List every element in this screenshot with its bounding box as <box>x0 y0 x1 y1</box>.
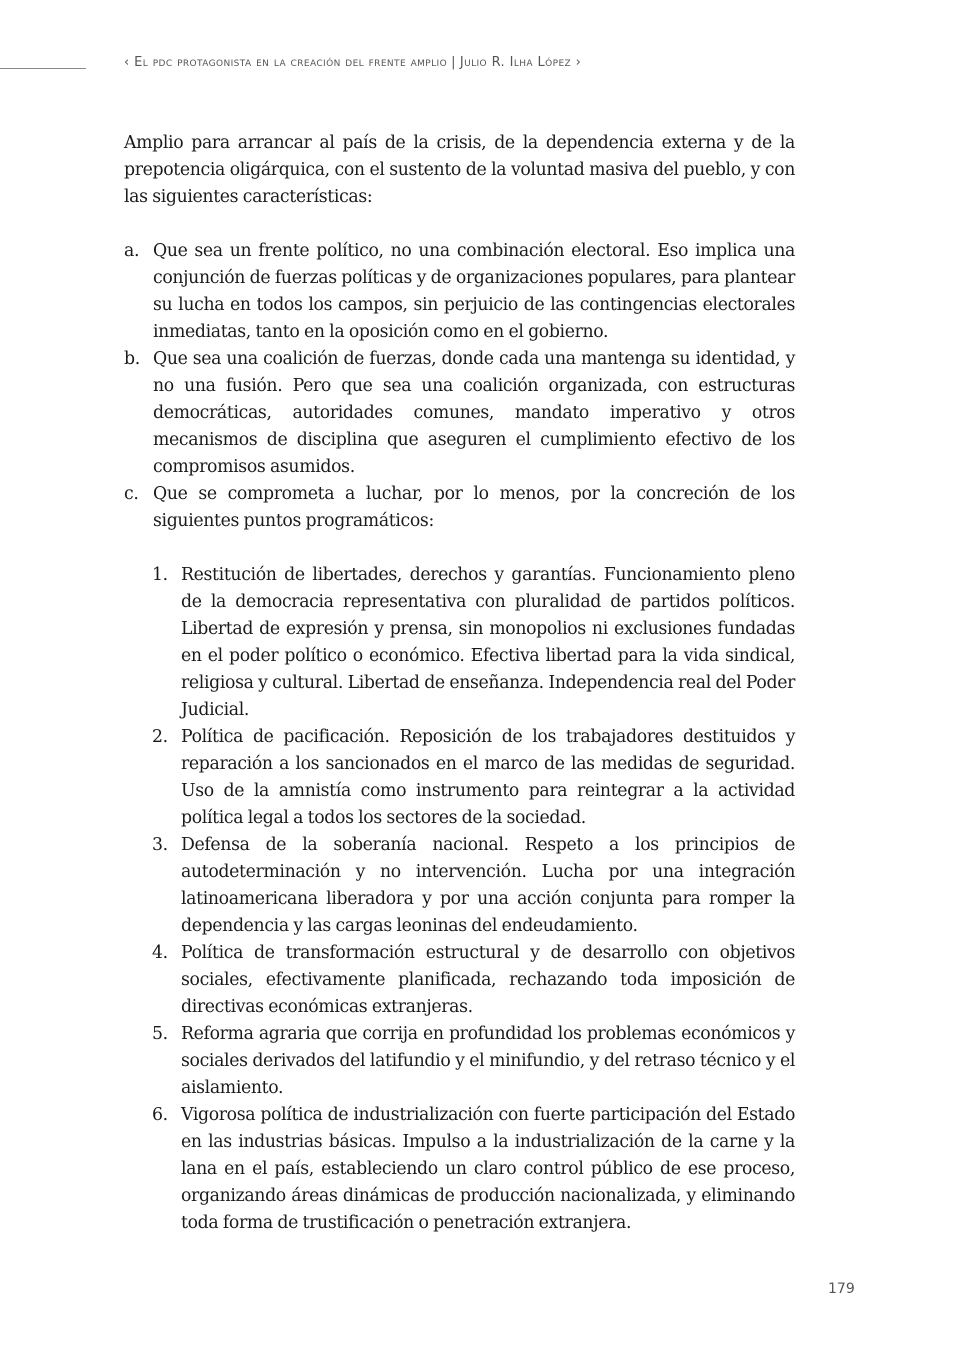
list-item <box>124 940 795 1021</box>
list-item-text: Vigorosa política de industrialización con fuerte participación del Estado en las industrias básicas. Impulso a la industrialización de la carne y la lana en el país, estableciendo un claro control público de ese proceso, organizando áreas dinámicas de producción nacionalizada, y eliminando toda forma de trustificación o penetración extranjera. <box>181 1105 795 1233</box>
running-header-separator: | <box>451 55 456 70</box>
list-item-text: Reforma agraria que corrija en profundidad los problemas económicos y sociales derivados del latifundio y el minifundio, y del retraso técnico y el aislamiento. <box>181 1024 795 1098</box>
list-item-text: Que se comprometa a luchar, por lo menos, por la concreción de los siguientes puntos programáticos: <box>153 484 795 531</box>
list-marker: 2. <box>152 727 168 747</box>
running-header-title: ‹ El pdc protagonista en la creación del frente amplio <box>124 55 448 70</box>
list-item-text: Política de pacificación. Reposición de los trabajadores destituidos y reparación a los sancionados en el marco de las medidas de seguridad. Uso de la amnistía como instrumento para reintegrar a la actividad política legal a todos los sectores de la sociedad. <box>181 727 795 828</box>
running-header <box>124 55 581 70</box>
list-item <box>124 481 795 1237</box>
header-rule <box>0 68 86 69</box>
lettered-list <box>124 238 795 1237</box>
list-marker: 6. <box>152 1105 168 1125</box>
list-item-text: Restitución de libertades, derechos y garantías. Funcionamiento pleno de la democracia representativa con pluralidad de partidos políticos. Libertad de expresión y prensa, sin monopolios ni exclusiones fundadas en el poder político o económico. Efectiva libertad para la vida sindical, religiosa y cultural. Libertad de enseñanza. Independencia real del Poder Judicial. <box>181 565 795 720</box>
list-item-text: Defensa de la soberanía nacional. Respeto a los principios de autodeterminación y no intervención. Lucha por una integración latinoamericana liberadora y por una acción conjunta para romper la dependencia y las cargas leoninas del endeudamiento. <box>181 835 795 936</box>
page-number: 179 <box>828 1281 855 1297</box>
list-item <box>124 1021 795 1102</box>
running-header-author: Julio R. Ilha López › <box>459 55 582 70</box>
list-item <box>124 346 795 481</box>
list-marker: b. <box>124 349 140 369</box>
list-marker: c. <box>124 484 139 504</box>
intro-paragraph: Amplio para arrancar al país de la crisis, de la dependencia externa y de la prepotencia oligárquica, con el sustento de la voluntad masiva del pueblo, y con las siguientes características: <box>124 133 795 207</box>
list-item <box>124 832 795 940</box>
list-item <box>124 1102 795 1237</box>
list-item <box>124 724 795 832</box>
list-item-text: Que sea un frente político, no una combinación electoral. Eso implica una conjunción de fuerzas políticas y de organizaciones populares, para plantear su lucha en todos los campos, sin perjuicio de las contingencias electorales inmediatas, tanto en la oposición como en el gobierno. <box>153 241 795 342</box>
list-marker: 5. <box>152 1024 168 1044</box>
list-marker: a. <box>124 241 140 261</box>
list-item <box>124 562 795 724</box>
list-item-text: Política de transformación estructural y de desarrollo con objetivos sociales, efectivamente planificada, rechazando toda imposición de directivas económicas extranjeras. <box>181 943 795 1017</box>
page-body <box>124 130 795 1237</box>
list-marker: 3. <box>152 835 168 855</box>
list-item <box>124 238 795 346</box>
list-item-text: Que sea una coalición de fuerzas, donde cada una mantenga su identidad, y no una fusión. Pero que sea una coalición organizada, con estructuras democráticas, autoridades comunes, mandato imperativo y otros mecanismos de disciplina que aseguren el cumplimiento efectivo de los compromisos asumidos. <box>153 349 795 477</box>
list-marker: 1. <box>152 565 168 585</box>
numbered-list <box>153 562 795 1237</box>
list-marker: 4. <box>152 943 168 963</box>
